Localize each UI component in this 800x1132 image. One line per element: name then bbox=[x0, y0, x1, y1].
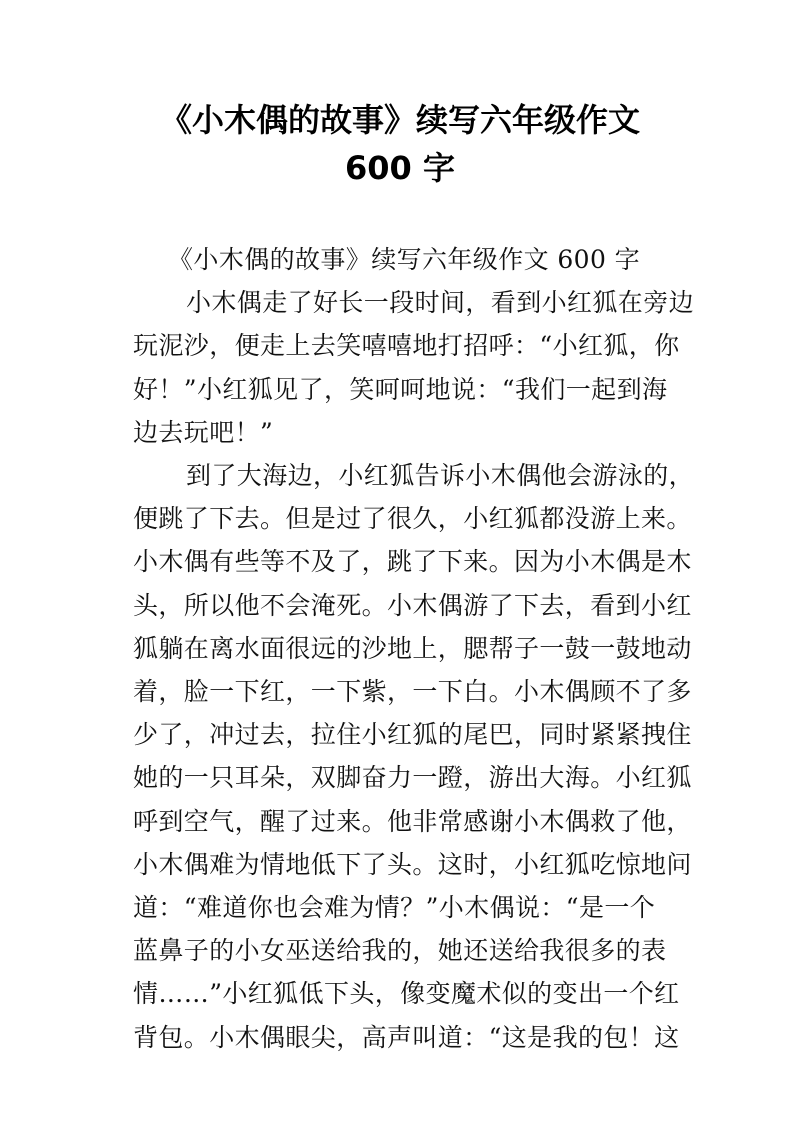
document-subtitle: 《小木偶的故事》续写六年级作文 600 字 bbox=[168, 245, 641, 274]
text-line: 情……”小红狐低下头，像变魔术似的变出一个红 bbox=[133, 979, 680, 1009]
title-line-1: 《小木偶的故事》续写六年级作文 bbox=[159, 101, 640, 139]
text-line: 小木偶走了好长一段时间，看到小红狐在旁边 bbox=[186, 288, 695, 318]
text-line: 玩泥沙，便走上去笑嘻嘻地打招呼：“小红狐，你 bbox=[133, 331, 680, 361]
text-line: 少了，冲过去，拉住小红狐的尾巴，同时紧紧拽住 bbox=[133, 720, 692, 750]
text-line: 小木偶难为情地低下了头。这时，小红狐吃惊地问 bbox=[133, 849, 692, 879]
text-line: 边去玩吧！” bbox=[133, 417, 274, 447]
text-line: 狐躺在离水面很远的沙地上，腮帮子一鼓一鼓地动 bbox=[133, 633, 692, 663]
title-line-2: 600 字 bbox=[345, 149, 455, 187]
text-line: 她的一只耳朵，双脚奋力一蹬，游出大海。小红狐 bbox=[133, 763, 692, 793]
text-line: 着，脸一下红，一下紫，一下白。小木偶顾不了多 bbox=[133, 677, 692, 707]
paragraph-2 bbox=[133, 454, 695, 1059]
paragraph-1 bbox=[133, 281, 695, 454]
document-body bbox=[133, 238, 695, 1059]
text-line: 好！”小红狐见了，笑呵呵地说：“我们一起到海 bbox=[133, 374, 668, 404]
text-line: 小木偶有些等不及了，跳了下来。因为小木偶是木 bbox=[133, 547, 692, 577]
text-line: 呼到空气，醒了过来。他非常感谢小木偶救了他， bbox=[133, 806, 692, 836]
text-line: 背包。小木偶眼尖，高声叫道：“这是我的包！这 bbox=[133, 1022, 680, 1052]
text-line: 头，所以他不会淹死。小木偶游了下去，看到小红 bbox=[133, 590, 692, 620]
text-line: 道：“难道你也会难为情？”小木偶说：“是一个 bbox=[133, 893, 656, 923]
text-line: 便跳了下去。但是过了很久，小红狐都没游上来。 bbox=[133, 504, 692, 534]
text-line: 蓝鼻子的小女巫送给我的，她还送给我很多的表 bbox=[133, 936, 667, 966]
text-line: 到了大海边，小红狐告诉小木偶他会游泳的， bbox=[186, 461, 695, 491]
document-title bbox=[0, 96, 800, 192]
